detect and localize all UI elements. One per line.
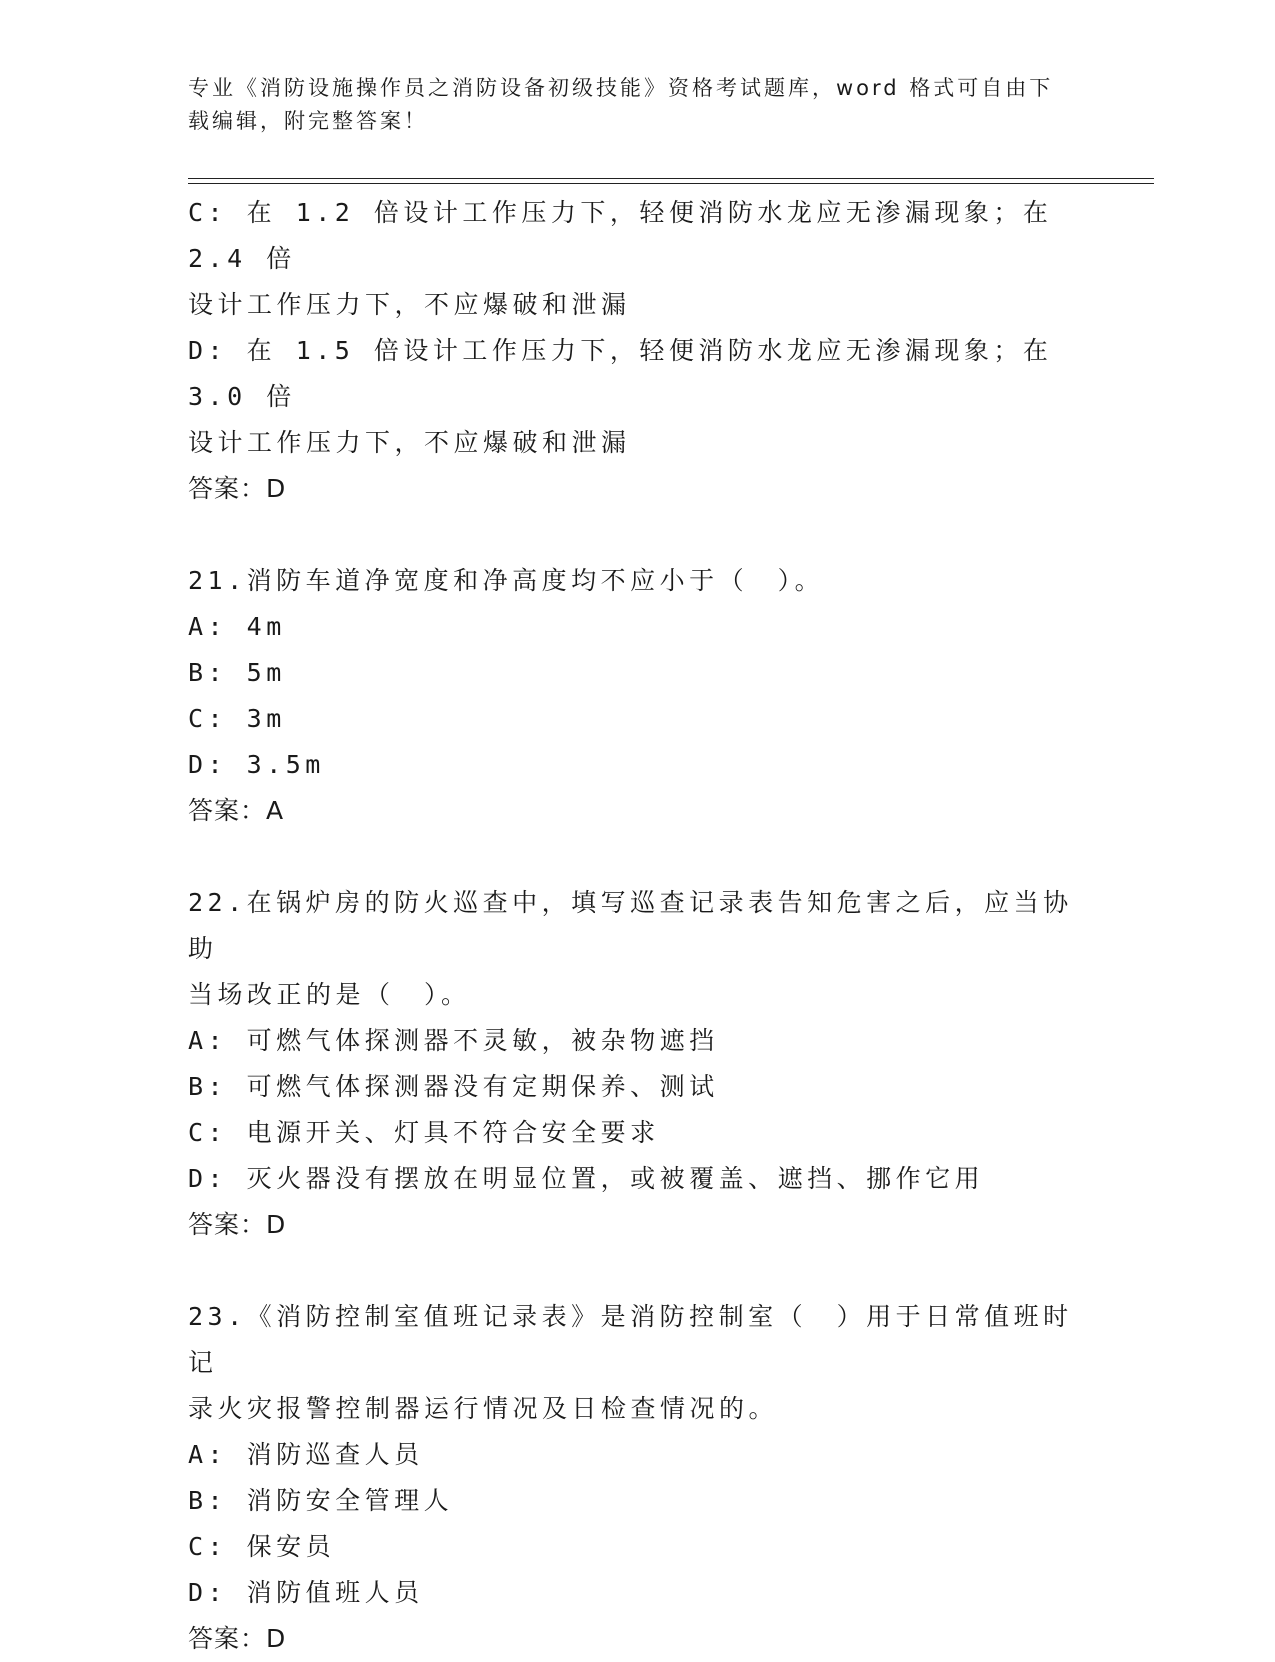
option-d: D: 灭火器没有摆放在明显位置，或被覆盖、遮挡、挪作它用 [188, 1164, 985, 1193]
header-line-2: 载编辑，附完整答案！ [188, 109, 428, 133]
option-a: A: 可燃气体探测器不灵敏，被杂物遮挡 [188, 1026, 719, 1055]
question-stem-line-1: 23.《消防控制室值班记录表》是消防控制室（ ）用于日常值班时记 [188, 1302, 1073, 1377]
option-c-line-1: C: 在 1.2 倍设计工作压力下，轻便消防水龙应无渗漏现象；在 2.4 倍 [188, 198, 1072, 273]
header-divider-bottom [188, 183, 1154, 184]
header-divider-top [188, 178, 1154, 179]
option-d: D: 消防值班人员 [188, 1578, 424, 1607]
question-23 [188, 1294, 1088, 1662]
option-d-line-1: D: 在 1.5 倍设计工作压力下，轻便消防水龙应无渗漏现象；在 3.0 倍 [188, 336, 1072, 411]
answer: 答案：D [188, 1210, 287, 1239]
option-d: D: 3.5m [188, 750, 325, 779]
option-c: C: 电源开关、灯具不符合安全要求 [188, 1118, 660, 1147]
option-b: B: 5m [188, 658, 286, 687]
answer: 答案：D [188, 1624, 287, 1653]
option-b: B: 消防安全管理人 [188, 1486, 454, 1515]
answer: 答案：A [188, 796, 285, 825]
header-line-1: 专业《消防设施操作员之消防设备初级技能》资格考试题库，word 格式可自由下 [188, 76, 1054, 100]
option-a: A: 4m [188, 612, 286, 641]
option-a: A: 消防巡查人员 [188, 1440, 424, 1469]
question-21 [188, 558, 1088, 834]
question-list [188, 190, 1088, 1662]
document-header [188, 72, 1088, 138]
option-c-line-2: 设计工作压力下，不应爆破和泄漏 [188, 290, 631, 319]
question-22 [188, 880, 1088, 1248]
option-c: C: 保安员 [188, 1532, 336, 1561]
question-stem-line-2: 录火灾报警控制器运行情况及日检查情况的。 [188, 1394, 779, 1423]
prev-question [188, 190, 1088, 512]
question-stem-line-2: 当场改正的是（ ）。 [188, 980, 471, 1009]
question-stem: 21.消防车道净宽度和净高度均不应小于（ ）。 [188, 566, 825, 595]
answer: 答案：D [188, 474, 287, 503]
option-c: C: 3m [188, 704, 286, 733]
option-b: B: 可燃气体探测器没有定期保养、测试 [188, 1072, 719, 1101]
question-stem-line-1: 22.在锅炉房的防火巡查中，填写巡查记录表告知危害之后，应当协助 [188, 888, 1073, 963]
option-d-line-2: 设计工作压力下，不应爆破和泄漏 [188, 428, 631, 457]
